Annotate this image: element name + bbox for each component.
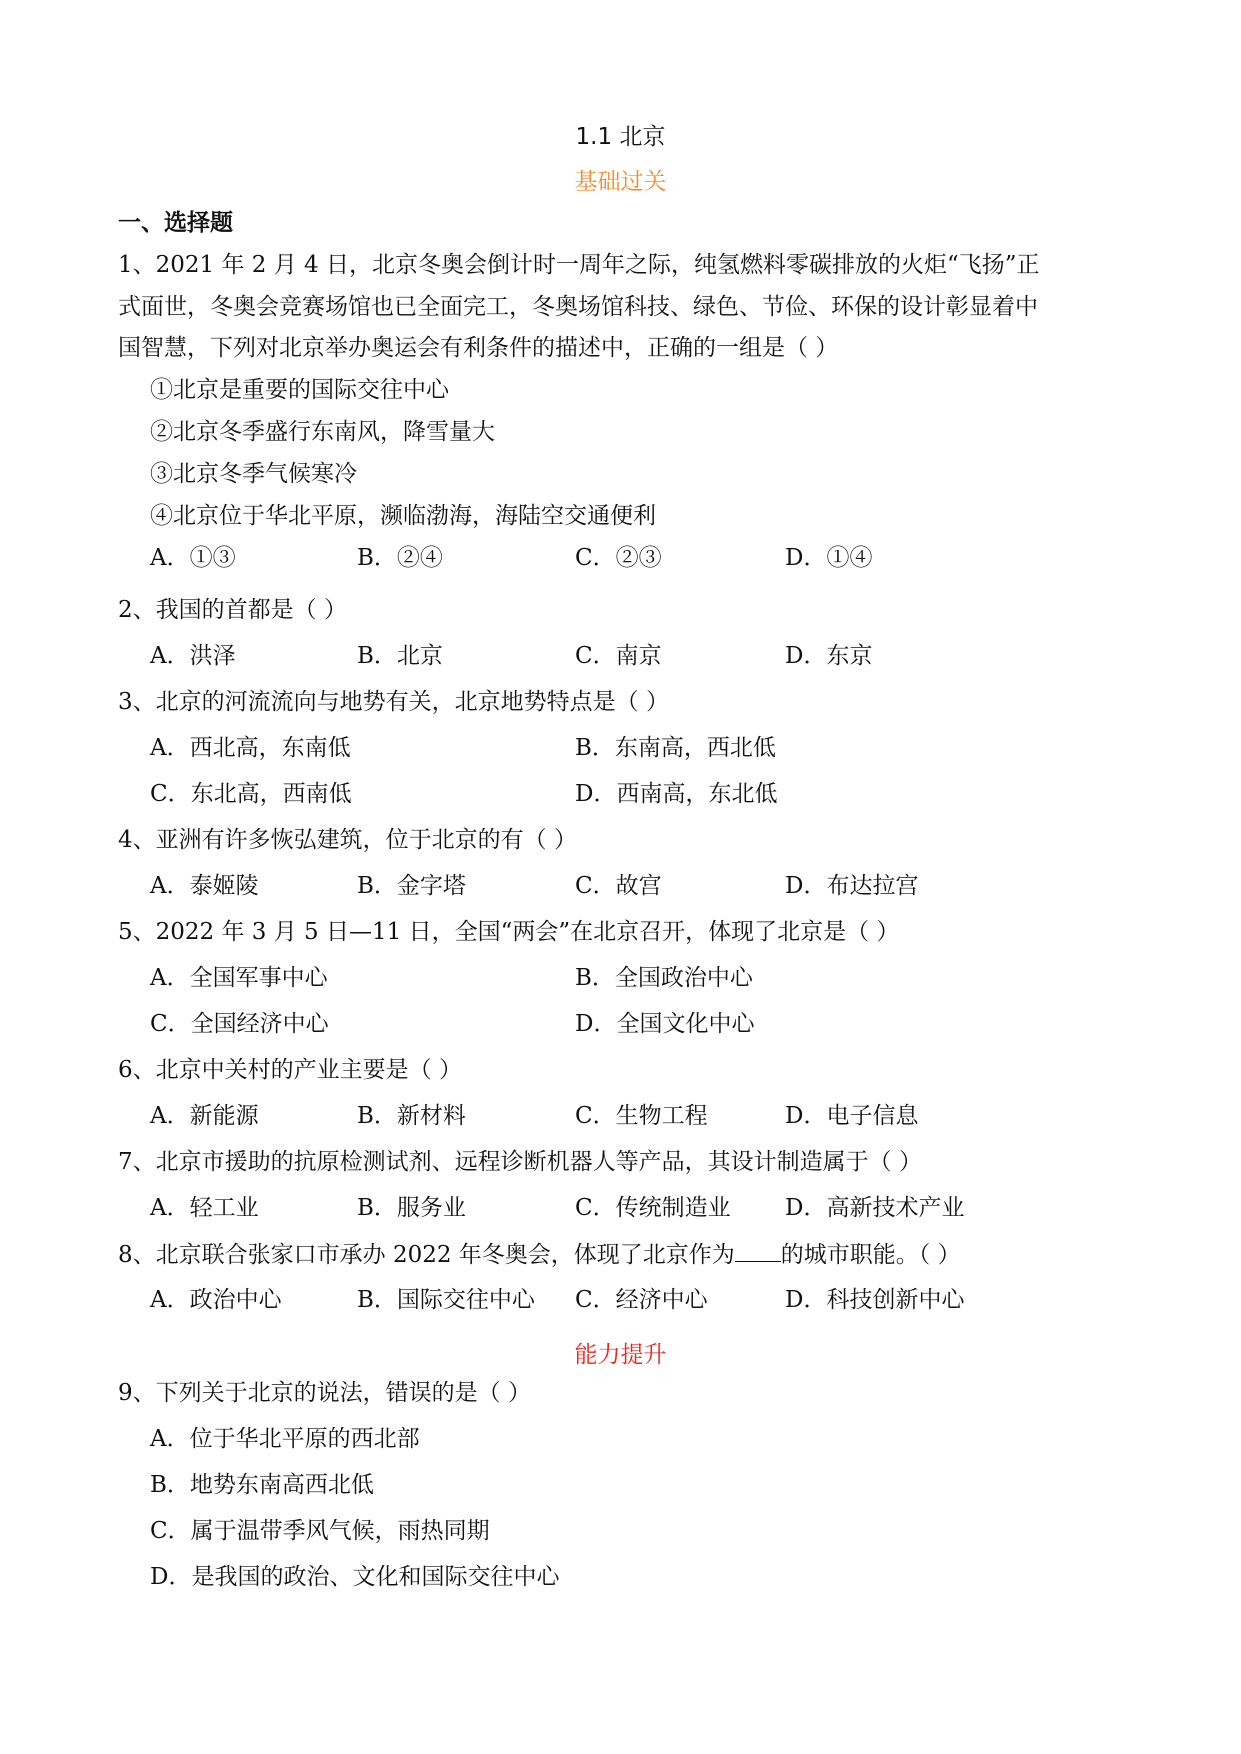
q3-stem: 3、北京的河流流向与地势有关，北京地势特点是（ ）	[118, 689, 669, 715]
section-heading: 一、选择题	[118, 210, 233, 236]
q1-statement-1: ①北京是重要的国际交往中心	[150, 377, 449, 403]
q1-option-d: D．①④	[785, 545, 873, 571]
q8-stem-post: 的城市职能。（ ）	[780, 1242, 961, 1268]
q9-option-b: B．地势东南高西北低	[150, 1472, 374, 1498]
q3-option-c: C．东北高，西南低	[150, 781, 352, 807]
q8-option-d: D．科技创新中心	[785, 1287, 965, 1313]
q3-option-b: B．东南高，西北低	[575, 735, 776, 761]
q8-stem	[118, 1239, 961, 1270]
q5-option-d: D．全国文化中心	[575, 1011, 755, 1037]
q8-option-c: C．经济中心	[575, 1287, 708, 1313]
q1-option-a: A．①③	[150, 545, 236, 571]
q8-answer-blank	[735, 1239, 781, 1262]
subtitle-advanced: 能力提升	[574, 1342, 667, 1368]
q9-option-a: A．位于华北平原的西北部	[150, 1426, 420, 1452]
q5-stem: 5、2022 年 3 月 5 日—11 日，全国“两会”在北京召开，体现了北京是（ ）	[118, 919, 900, 945]
q4-option-b: B．金字塔	[357, 873, 466, 899]
q7-option-c: C．传统制造业	[575, 1195, 731, 1221]
q2-option-a: A．洪泽	[150, 643, 236, 669]
q5-option-a: A．全国军事中心	[150, 965, 328, 991]
q3-option-a: A．西北高，东南低	[150, 735, 351, 761]
q8-option-b: B．国际交往中心	[357, 1287, 535, 1313]
subtitle-basic: 基础过关	[574, 169, 667, 195]
q9-stem: 9、下列关于北京的说法，错误的是（ ）	[118, 1380, 531, 1406]
q7-option-b: B．服务业	[357, 1195, 466, 1221]
q6-option-a: A．新能源	[150, 1103, 259, 1129]
q5-option-c: C．全国经济中心	[150, 1011, 329, 1037]
q1-stem-line2: 式面世，冬奥会竞赛场馆也已全面完工，冬奥场馆科技、绿色、节俭、环保的设计彰显着中	[118, 294, 1038, 320]
q4-stem: 4、亚洲有许多恢弘建筑，位于北京的有（ ）	[118, 827, 577, 853]
q7-option-d: D．高新技术产业	[785, 1195, 965, 1221]
q1-option-c: C．②③	[575, 545, 662, 571]
q1-stem-line1: 1、2021 年 2 月 4 日，北京冬奥会倒计时一周年之际，纯氢燃料零碳排放的火炬“飞扬”正	[118, 252, 1040, 278]
q6-option-b: B．新材料	[357, 1103, 466, 1129]
q6-option-c: C．生物工程	[575, 1103, 708, 1129]
q5-option-b: B．全国政治中心	[575, 965, 753, 991]
q8-stem-pre: 8、北京联合张家口市承办 2022 年冬奥会，体现了北京作为	[118, 1242, 735, 1268]
q1-stem-line3: 国智慧，下列对北京举办奥运会有利条件的描述中，正确的一组是（ ）	[118, 335, 839, 361]
q1-statement-4: ④北京位于华北平原，濒临渤海，海陆空交通便利	[150, 503, 656, 529]
q7-stem: 7、北京市援助的抗原检测试剂、远程诊断机器人等产品，其设计制造属于（ ）	[118, 1149, 922, 1175]
q6-stem: 6、北京中关村的产业主要是（ ）	[118, 1057, 462, 1083]
q7-option-a: A．轻工业	[150, 1195, 259, 1221]
q3-option-d: D．西南高，东北低	[575, 781, 778, 807]
q2-option-b: B．北京	[357, 643, 443, 669]
page-title: 1.1 北京	[575, 124, 666, 150]
q9-option-d: D．是我国的政治、文化和国际交往中心	[150, 1564, 560, 1590]
q1-option-b: B．②④	[357, 545, 443, 571]
q1-statement-3: ③北京冬季气候寒冷	[150, 461, 357, 487]
q4-option-a: A．泰姬陵	[150, 873, 259, 899]
q2-option-d: D．东京	[785, 643, 873, 669]
q4-option-c: C．故宫	[575, 873, 662, 899]
q2-option-c: C．南京	[575, 643, 662, 669]
q6-option-d: D．电子信息	[785, 1103, 919, 1129]
q1-statement-2: ②北京冬季盛行东南风，降雪量大	[150, 419, 495, 445]
q2-stem: 2、我国的首都是（ ）	[118, 597, 347, 623]
q9-option-c: C．属于温带季风气候，雨热同期	[150, 1518, 490, 1544]
q4-option-d: D．布达拉宫	[785, 873, 919, 899]
q8-option-a: A．政治中心	[150, 1287, 282, 1313]
